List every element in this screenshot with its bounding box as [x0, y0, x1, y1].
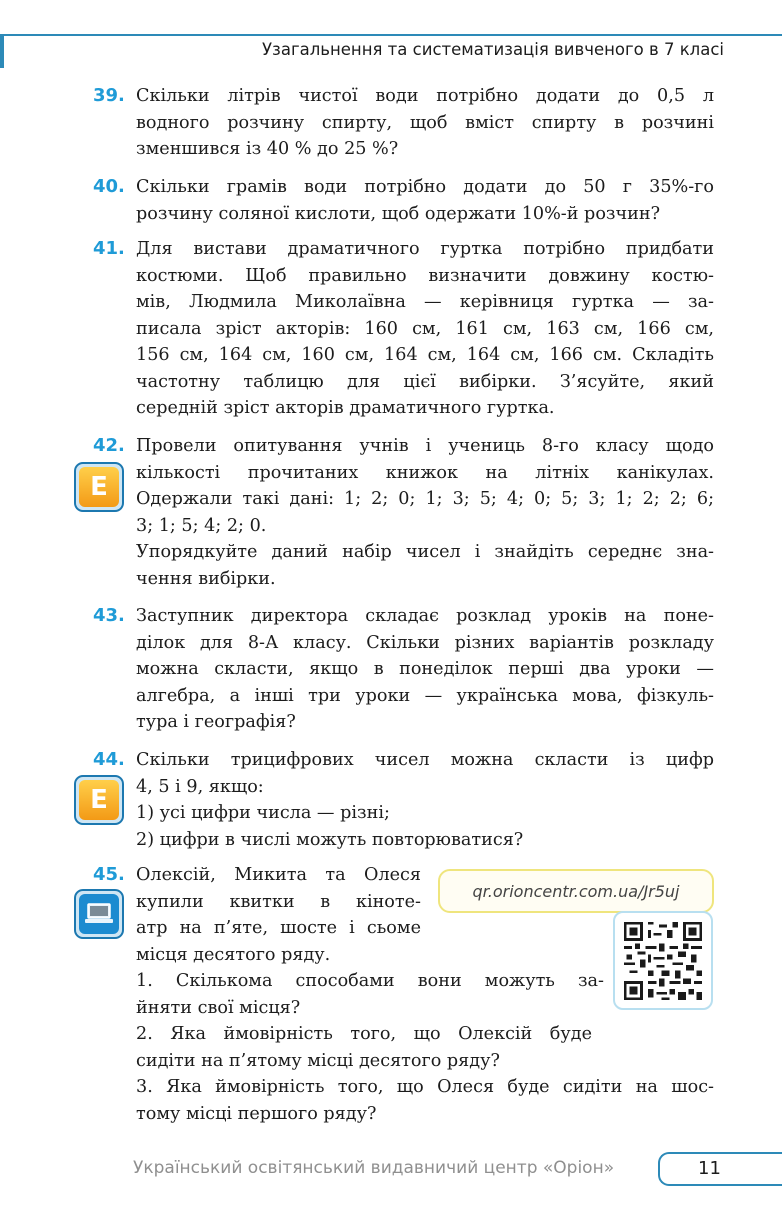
qr-url-link[interactable]: qr.orioncentr.com.ua/Jr5uj: [438, 869, 714, 913]
text-line: зменшився із 40 % до 25 %?: [136, 139, 399, 159]
text-line: Провели опитування учнів і учениць 8-го класу щодо: [136, 436, 714, 456]
problem-number: 42.: [93, 435, 125, 456]
text-line: писала зріст акторів: 160 см, 161 см, 163 см, 166 см,: [136, 318, 714, 339]
problem-number: 43.: [93, 605, 125, 626]
problem-number: 45.: [93, 864, 125, 885]
text-line: місця десятого ряду.: [136, 944, 331, 965]
text-line: Одержали такі дані: 1; 2; 0; 1; 3; 5; 4; 0; 5; 3; 1; 2; 2; 6;: [136, 489, 714, 509]
text-line: тура і географія?: [136, 712, 296, 732]
text-line: чення вибірки.: [136, 568, 276, 589]
text-line: 2) цифри в числі можуть повторюватися?: [136, 829, 524, 850]
text-line: алгебра, а інші три уроки — українська мова, фізкуль-: [136, 685, 714, 706]
footer-publisher: Український освітянський видавничий центр «Оріон»: [133, 1158, 615, 1178]
computer-icon: [79, 894, 119, 934]
text-line: 156 см, 164 см, 160 см, 164 см, 164 см, 166 см. Складіть: [136, 345, 714, 365]
e-badge-label: E: [79, 780, 119, 820]
e-resource-icon[interactable]: [74, 775, 124, 825]
text-line: можна скласти, якщо в понеділок перші два уроки —: [136, 659, 714, 679]
text-line: 3. Яка ймовірність того, що Олеся буде сидіти на шос-: [136, 1077, 714, 1097]
text-line: Скільки трицифрових чисел можна скласти із цифр: [136, 750, 714, 770]
text-line: середній зріст акторів драматичного гуртка.: [136, 398, 555, 418]
problem-number: 40.: [93, 176, 125, 197]
text-line: 4, 5 і 9, якщо:: [136, 776, 264, 797]
page-number: 11: [698, 1158, 721, 1179]
text-line: Скільки літрів чистої води потрібно додати до 0,5 л: [136, 86, 714, 106]
text-line: тому місці першого ряду?: [136, 1103, 377, 1124]
text-line: купили квитки в кіноте-: [136, 891, 421, 912]
problem-number: 44.: [93, 749, 125, 770]
text-line: Заступник директора складає розклад уроків на поне-: [136, 606, 714, 626]
text-line: 1) усі цифри числа — різні;: [136, 803, 390, 823]
problem-text: [136, 174, 714, 227]
text-line: кількості прочитаних книжок на літніх канікулах.: [136, 462, 714, 483]
text-line: ділок для 8-А класу. Скільки різних варіантів розкладу: [136, 632, 714, 653]
page-header-title: Узагальнення та систематизація вивченого в 7 класі: [262, 40, 724, 59]
text-line: Олексій, Микита та Олеся: [136, 865, 421, 885]
problem-text: [136, 83, 714, 163]
text-line: Для вистави драматичного гуртка потрібно придбати: [136, 239, 714, 259]
e-badge-label: E: [79, 467, 119, 507]
text-line: мів, Людмила Миколаївна — керівниця гуртка — за-: [136, 292, 714, 312]
text-line: атр на п’яте, шосте і сьоме: [136, 918, 421, 938]
e-resource-icon[interactable]: [74, 462, 124, 512]
problem-number: 41.: [93, 238, 125, 259]
computer-resource-icon[interactable]: [74, 889, 124, 939]
text-line: Скільки грамів води потрібно додати до 50 г 35%-го: [136, 177, 714, 197]
qr-code-icon[interactable]: [613, 911, 713, 1010]
text-line: сидіти на п’ятому місці десятого ряду?: [136, 1050, 500, 1071]
problem-text: [136, 603, 714, 736]
text-line: йняти свої місця?: [136, 997, 301, 1018]
text-line: 3; 1; 5; 4; 2; 0.: [136, 515, 267, 536]
text-line: Упорядкуйте даний набір чисел і знайдіть середнє зна-: [136, 542, 714, 562]
page-number-tab: [658, 1152, 782, 1186]
text-line: 2. Яка ймовірність того, що Олексій буде: [136, 1024, 592, 1044]
text-line: костюми. Щоб правильно визначити довжину костю-: [136, 265, 714, 286]
problem-number: 39.: [93, 85, 125, 106]
text-line: водного розчину спирту, щоб вміст спирту в розчині: [136, 112, 714, 133]
text-line: частотну таблицю для цієї вибірки. З’ясуйте, який: [136, 371, 714, 392]
text-line: розчину соляної кислоти, щоб одержати 10%-й розчин?: [136, 203, 661, 224]
problem-text: [136, 747, 714, 853]
problem-text: [136, 236, 714, 422]
text-line: 1. Скількома способами вони можуть за-: [136, 971, 604, 991]
problem-text: [136, 433, 714, 592]
